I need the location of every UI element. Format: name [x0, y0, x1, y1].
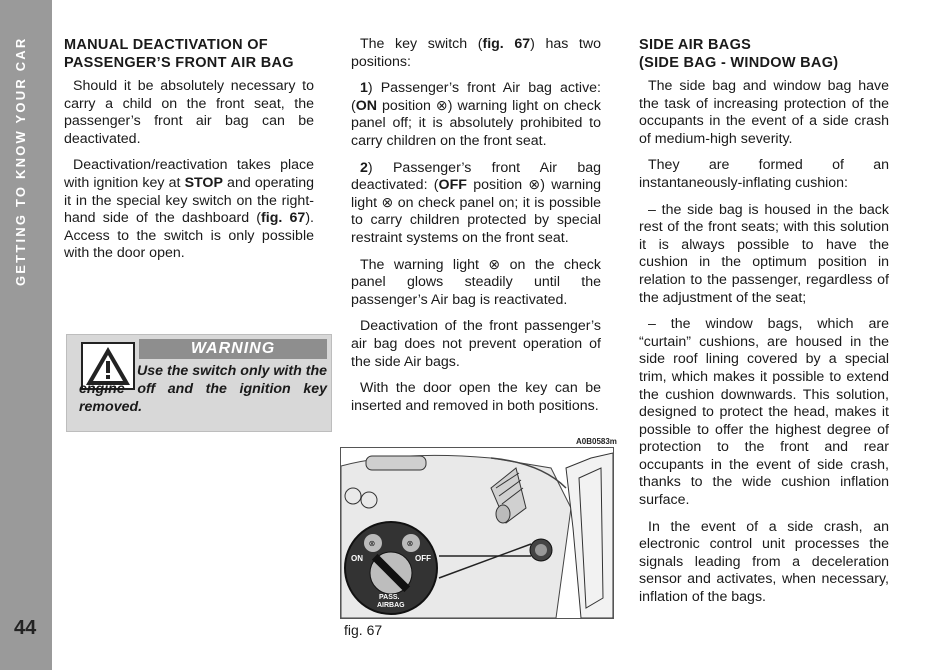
label-pass: PASS. — [379, 594, 400, 601]
text: position ⊗) warning light on check panel off; it is absolutely prohibited to carry children on the front seat. — [351, 97, 601, 149]
text: The key switch ( — [360, 36, 483, 52]
paragraph — [351, 36, 601, 71]
figure-caption: fig. 67 — [344, 622, 383, 638]
svg-text:⊗: ⊗ — [406, 539, 414, 548]
warning-title: WARNING — [139, 339, 327, 359]
paragraph: Should it be absolutely necessary to carry a child on the front seat, the passenger’s front air bag can be deactivated. — [64, 78, 314, 147]
paragraph: They are formed of an instantaneously-inflating cushion: — [639, 157, 889, 191]
text: ) has two positions: — [351, 36, 601, 70]
label-airbag: AIRBAG — [377, 602, 405, 609]
item-number: 2 — [360, 159, 368, 176]
warning-box — [66, 334, 332, 432]
figure-dashboard-illustration — [340, 447, 614, 619]
paragraph: Deactivation of the front passenger’s air bag does not prevent operation of the side Air bags. — [351, 318, 601, 370]
figure-ref: fig. 67 — [261, 210, 306, 227]
figure-code: A0B0583m — [576, 437, 617, 446]
stop-keyword: STOP — [184, 174, 223, 191]
text: position ⊗) warning light ⊗ on check panel on; it is possible to carry children protected by special restraint systems on the front seat. — [351, 177, 601, 246]
dashboard-drawing — [341, 448, 613, 618]
text: ) Passenger’s front Air bag active: ( — [351, 80, 601, 114]
label-on: ON — [351, 554, 363, 563]
item-number: 1 — [360, 80, 368, 97]
column-right — [639, 36, 889, 616]
paragraph: The warning light ⊗ on the check panel glows steadily until the passenger’s Air bag is reactivated. — [351, 256, 601, 308]
heading-side-air-bags — [639, 36, 889, 72]
paragraph — [351, 160, 601, 248]
warning-text: Use the switch only with the engine off and the ignition key removed. — [79, 363, 327, 415]
heading-line: MANUAL DEACTIVATION OF — [64, 37, 268, 53]
heading-line: PASSENGER’S FRONT AIR BAG — [64, 55, 294, 71]
paragraph: – the window bags, which are “curtain” cushions, are housed in the side roof lining covered by a special trim, which makes it possible to extend the cushion downwards. This solution, designed to protect the head, makes it possible to offer the highest degree of protection to the front and rear occupants in the event of side crash, thanks to the wide cushion inflation surface. — [639, 316, 889, 509]
heading-line: SIDE AIR BAGS — [639, 37, 752, 53]
heading-line: (SIDE BAG - WINDOW BAG) — [639, 55, 839, 71]
column-middle — [351, 36, 601, 424]
paragraph: With the door open the key can be inserted and removed in both positions. — [351, 380, 601, 414]
heading-manual-deactivation — [64, 36, 314, 72]
column-left — [64, 36, 314, 272]
figure-ref: fig. 67 — [482, 36, 531, 52]
text: ) Passenger’s front Air bag deactivated: ( — [351, 159, 601, 194]
text: Deactivation/reactivation takes place with ignition key at — [64, 157, 314, 191]
sidebar — [0, 0, 52, 670]
label-off: OFF — [415, 554, 431, 563]
paragraph: In the event of a side crash, an electronic control unit processes the signals leading from a deceleration sensor and activates, when necessary, inflation of the bags. — [639, 518, 889, 606]
paragraph — [351, 80, 601, 150]
paragraph: – the side bag is housed in the back rest of the front seats; with this solution it is always possible to have the cushion in the optimum position in relation to the passenger, regardless of the adjustment of the seat; — [639, 201, 889, 306]
text: and operating it in the special key switch on the right-hand side of the dashboard ( — [64, 174, 314, 227]
on-keyword: ON — [355, 97, 378, 114]
page-number: 44 — [14, 617, 37, 639]
paragraph — [64, 157, 314, 263]
paragraph: The side bag and window bag have the task of increasing protection of the occupants in the event of a side crash of medium-high severity. — [639, 78, 889, 147]
section-title: GETTING TO KNOW YOUR CAR — [13, 36, 28, 286]
svg-text:⊗: ⊗ — [368, 539, 376, 548]
off-keyword: OFF — [438, 177, 467, 194]
text: ). Access to the switch is only possible with the door open. — [64, 210, 314, 262]
